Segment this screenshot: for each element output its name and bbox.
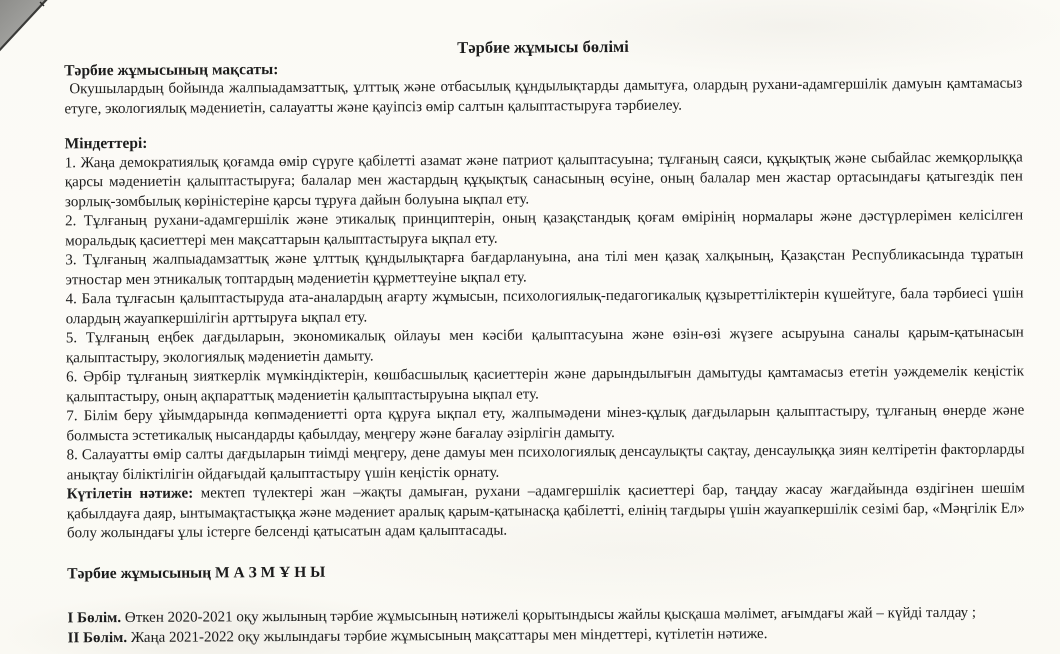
contents-part-1-text: Өткен 2020-2021 оқу жылының тәрбие жұмысының нәтижелі қорытындысы жайлы қысқаша мәлімет, ағымдағы жай – күйді талдау ; — [121, 604, 977, 627]
goal-section — [64, 55, 1022, 119]
contents-parts — [67, 603, 1025, 648]
goal-paragraph: Окушылардың бойында жалпыадамзаттық, ұлттық және отбасылық құндылықтарды дамытуға, олардың рухани-адамгершілік дамуын қамтамасыз етуге, экологиялық мәдениетін, салауатты және қауіпсіз өмір салтын қалыптастыруға тәрбиелеу. — [64, 75, 1023, 117]
page-title: Тәрбие жұмысы бөлімі — [457, 36, 629, 57]
expected-outcome-paragraph — [67, 479, 1025, 543]
task-item-1: 1. Жаңа демократиялық қоғамда өмір сүруге қабілетті азамат және патриот қалыптасуына; тұлғаның саяси, құқықтық және сыбайлас жемқорлыққа қарсы мәдениетін қалыптастыруға; балалар мен жастардың құқықтық санасының өсуіне, оның балалар мен жастар ортасындағы қатыгездік пен зорлық-зомбылық көріністеріне қарсы тұруға дайын болуына ықпал ету. — [64, 148, 1023, 210]
task-item-2: 2. Тұлғаның рухани-адамгершілік және этикалық принциптерін, оның қазақстандық қоғам өмірінің нормалары және дәстүрлерімен келісілген моральдық қасиеттері мен мақсаттарын қалыптастыруға ықпал ету. — [65, 207, 1024, 249]
task-item-6: 6. Әрбір тұлғаның зияткерлік мүмкіндіктерін, көшбасшылық қасиеттерін және дарындылығын дамытуды қамтамасыз ететін уәждемелік кеңістік қалыптастыру, оның ақпараттық мәдениетін қалыптастыруына ықпал ету. — [66, 363, 1025, 405]
document-content — [64, 34, 1026, 648]
tasks-section — [65, 128, 1025, 485]
task-item-3: 3. Тұлғаның жалпыадамзаттық және ұлттық құндылықтарға бағдарлануына, ана тілі мен қазақ халқының, Қазақстан Республикасында тұратын этностар мен этникалық топтардың мәдениетін құрметтеуіне ықпал ету. — [65, 246, 1024, 288]
task-item-4: 4. Бала тұлғасын қалыптастыруда ата-аналардың ағарту жұмысын, психологиялық-педагогикалық құзыреттіліктерін күшейтуге, бала тәрбиесі үшін олардың жауапкершілігін арттыруға ықпал ету. — [65, 285, 1024, 327]
tasks-heading: Міндеттері: — [64, 134, 148, 153]
task-item-8: 8. Салауатты өмір салты дағдыларын тиімді меңгеру, дене дамуы мен психологиялық денсаулықты сақтау, денсаулыққа зиян келтіретін факторларды анықтау біліктілігін ойдағыдай қалыптастыру үшін кеңістік орнату. — [66, 441, 1025, 483]
task-item-7: 7. Білім беру ұйымдарында көпмәдениетті орта құруға ықпал ету, жалпымәдени мінез-құлық дағдыларын қалыптастыру, тұлғаның өнерде және болмыста эстетикалық нысандарды қабылдау, меңгеру және бағалау әзірлігін дамыту. — [66, 402, 1025, 444]
contents-part-2-text: Жаңа 2021-2022 оқу жылындағы тәрбие жұмысының мақсаттары мен міндеттері, күтілетін нәтиже. — [127, 625, 768, 646]
expected-outcome-text: мектеп түлектері жан –жақты дамыған, рухани –адамгершілік қасиеттері бар, таңдау жасау жағдайында өздігінен шешім қабылдауға даяр, ынтымақтастыққа және мәдениет аралық қарым-қатынасқа қабілетті, елінің тағдыры үшін жауапкершілік сезімі бар, «Мәңгілік Ел» болу жолындағы ұлы істерге белсенді қатысатын адам қалыптасады. — [66, 480, 1025, 542]
task-item-5: 5. Тұлғаның еңбек дағдыларын, экономикалық ойлауы мен кәсіби қалыптасуына және өзін-өзі жүзеге асыруына саналы қарым-қатынасын қалыптастыру, экологиялық мәдениетін дамыту. — [65, 324, 1024, 366]
contents-part-2-label: II Бөлім. — [67, 629, 128, 646]
contents-heading: Тәрбие жұмысының М А З М Ұ Н Ы — [67, 563, 326, 582]
goal-heading: Тәрбие жұмысының мақсаты: — [64, 60, 279, 79]
contents-part-1-label: I Бөлім. — [67, 610, 122, 627]
expected-outcome-label: Күтілетін нәтиже: — [66, 485, 194, 503]
